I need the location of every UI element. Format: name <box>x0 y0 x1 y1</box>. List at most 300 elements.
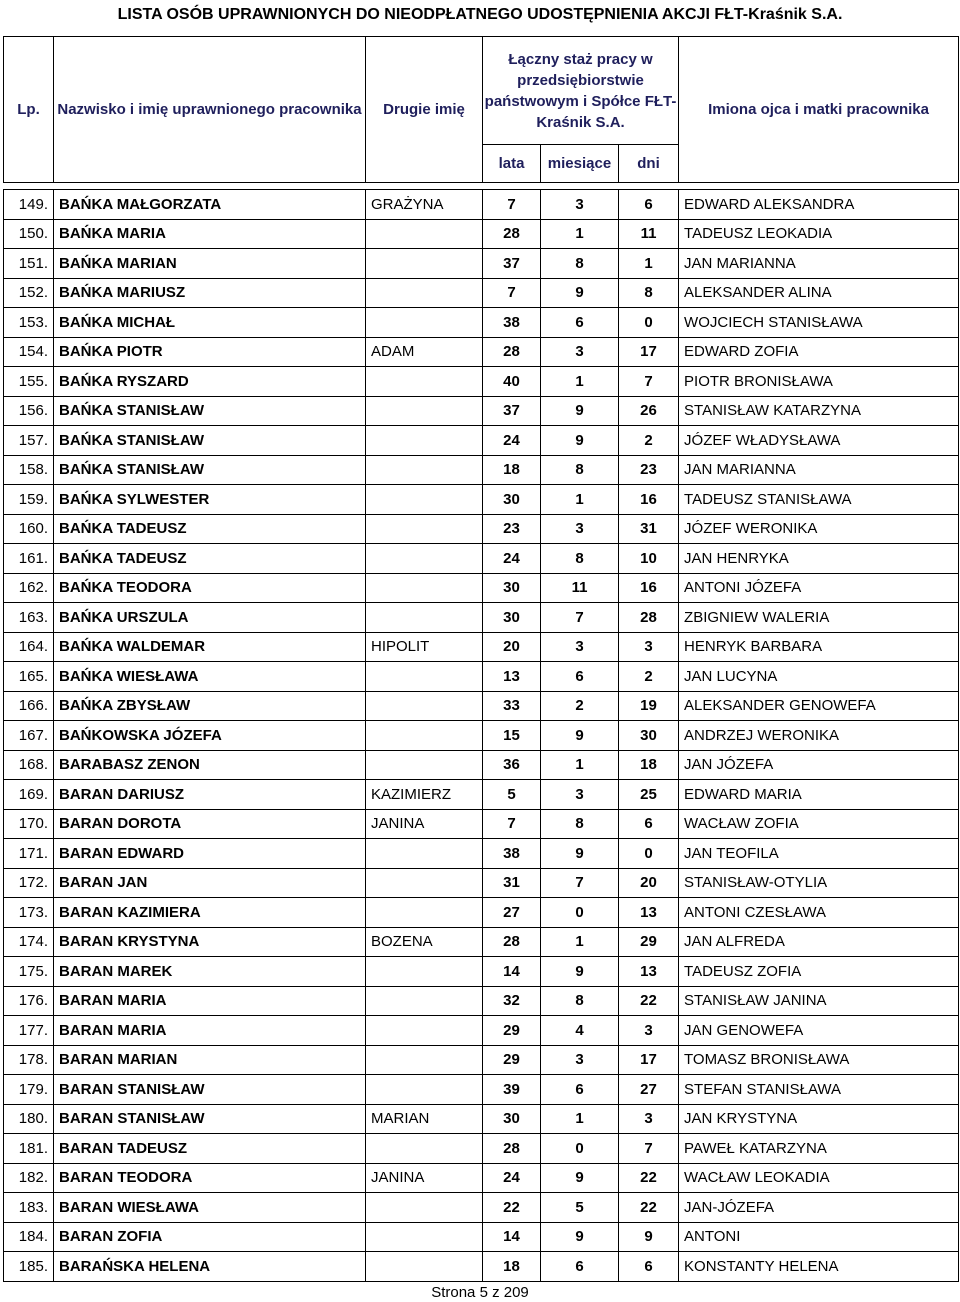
cell-months: 9 <box>541 1222 619 1252</box>
cell-months: 1 <box>541 1104 619 1134</box>
cell-name: BARAN EDWARD <box>54 839 366 869</box>
table-row <box>4 455 959 485</box>
cell-middle-name: GRAŻYNA <box>366 190 483 220</box>
cell-years: 14 <box>483 957 541 987</box>
table-row <box>4 898 959 928</box>
cell-years: 24 <box>483 1163 541 1193</box>
cell-parents: WACŁAW ZOFIA <box>679 809 959 839</box>
cell-lp: 151. <box>4 249 54 279</box>
cell-lp: 179. <box>4 1075 54 1105</box>
cell-years: 28 <box>483 337 541 367</box>
header-days: dni <box>619 145 679 183</box>
cell-lp: 170. <box>4 809 54 839</box>
cell-parents: PIOTR BRONISŁAWA <box>679 367 959 397</box>
cell-days: 6 <box>619 190 679 220</box>
cell-months: 3 <box>541 632 619 662</box>
cell-middle-name <box>366 868 483 898</box>
cell-years: 15 <box>483 721 541 751</box>
header-name: Nazwisko i imię uprawnionego pracownika <box>54 37 366 183</box>
cell-years: 20 <box>483 632 541 662</box>
table-row <box>4 426 959 456</box>
cell-parents: STANISŁAW KATARZYNA <box>679 396 959 426</box>
cell-middle-name <box>366 485 483 515</box>
cell-name: BARAN JAN <box>54 868 366 898</box>
cell-lp: 152. <box>4 278 54 308</box>
cell-name: BAŃKA MAŁGORZATA <box>54 190 366 220</box>
table-row <box>4 986 959 1016</box>
cell-middle-name <box>366 573 483 603</box>
cell-middle-name: JANINA <box>366 809 483 839</box>
cell-parents: STANISŁAW-OTYLIA <box>679 868 959 898</box>
cell-middle-name <box>366 1134 483 1164</box>
cell-name: BAŃKA PIOTR <box>54 337 366 367</box>
cell-lp: 149. <box>4 190 54 220</box>
cell-years: 29 <box>483 1016 541 1046</box>
header-lp: Lp. <box>4 37 54 183</box>
cell-lp: 162. <box>4 573 54 603</box>
cell-name: BARABASZ ZENON <box>54 750 366 780</box>
cell-lp: 173. <box>4 898 54 928</box>
table-row <box>4 927 959 957</box>
cell-parents: JAN KRYSTYNA <box>679 1104 959 1134</box>
table-row <box>4 190 959 220</box>
cell-middle-name <box>366 1193 483 1223</box>
cell-days: 22 <box>619 1193 679 1223</box>
cell-name: BAŃKA WALDEMAR <box>54 632 366 662</box>
cell-days: 27 <box>619 1075 679 1105</box>
cell-middle-name <box>366 1045 483 1075</box>
cell-middle-name: BOZENA <box>366 927 483 957</box>
table-row <box>4 1075 959 1105</box>
table-row <box>4 278 959 308</box>
cell-years: 24 <box>483 544 541 574</box>
cell-days: 28 <box>619 603 679 633</box>
cell-name: BAŃKA MICHAŁ <box>54 308 366 338</box>
cell-parents: ZBIGNIEW WALERIA <box>679 603 959 633</box>
page-number: Strona 5 z 209 <box>431 1284 529 1301</box>
cell-years: 37 <box>483 396 541 426</box>
cell-name: BARAŃSKA HELENA <box>54 1252 366 1282</box>
cell-years: 40 <box>483 367 541 397</box>
table-row <box>4 1134 959 1164</box>
cell-lp: 156. <box>4 396 54 426</box>
cell-name: BARAN KRYSTYNA <box>54 927 366 957</box>
cell-lp: 160. <box>4 514 54 544</box>
cell-parents: ALEKSANDER ALINA <box>679 278 959 308</box>
eligible-persons-table <box>3 36 959 1282</box>
cell-days: 1 <box>619 249 679 279</box>
cell-months: 9 <box>541 957 619 987</box>
cell-years: 38 <box>483 839 541 869</box>
cell-lp: 161. <box>4 544 54 574</box>
cell-years: 27 <box>483 898 541 928</box>
cell-days: 31 <box>619 514 679 544</box>
table-row <box>4 396 959 426</box>
table-row <box>4 308 959 338</box>
header-spacer <box>4 183 959 190</box>
cell-middle-name <box>366 308 483 338</box>
cell-middle-name <box>366 1252 483 1282</box>
table-row <box>4 249 959 279</box>
table-body <box>4 190 959 1282</box>
cell-lp: 183. <box>4 1193 54 1223</box>
table-header <box>4 37 959 190</box>
cell-days: 22 <box>619 1163 679 1193</box>
cell-months: 3 <box>541 514 619 544</box>
cell-years: 22 <box>483 1193 541 1223</box>
cell-lp: 166. <box>4 691 54 721</box>
cell-months: 3 <box>541 190 619 220</box>
cell-name: BAŃKA MARIUSZ <box>54 278 366 308</box>
cell-lp: 181. <box>4 1134 54 1164</box>
cell-lp: 150. <box>4 219 54 249</box>
table-row <box>4 1163 959 1193</box>
cell-months: 7 <box>541 868 619 898</box>
header-years: lata <box>483 145 541 183</box>
cell-middle-name <box>366 514 483 544</box>
cell-months: 8 <box>541 544 619 574</box>
cell-name: BARAN MARIA <box>54 1016 366 1046</box>
cell-name: BARAN STANISŁAW <box>54 1075 366 1105</box>
cell-years: 38 <box>483 308 541 338</box>
cell-years: 13 <box>483 662 541 692</box>
cell-lp: 182. <box>4 1163 54 1193</box>
cell-months: 6 <box>541 308 619 338</box>
table-row <box>4 691 959 721</box>
cell-months: 9 <box>541 396 619 426</box>
cell-parents: KONSTANTY HELENA <box>679 1252 959 1282</box>
cell-parents: JÓZEF WERONIKA <box>679 514 959 544</box>
cell-name: BARAN MARIA <box>54 986 366 1016</box>
cell-middle-name: JANINA <box>366 1163 483 1193</box>
cell-months: 1 <box>541 927 619 957</box>
cell-days: 2 <box>619 662 679 692</box>
header-middle-name: Drugie imię <box>366 37 483 183</box>
cell-middle-name <box>366 396 483 426</box>
header-months: miesiące <box>541 145 619 183</box>
cell-parents: EDWARD ALEKSANDRA <box>679 190 959 220</box>
cell-lp: 155. <box>4 367 54 397</box>
cell-name: BARAN ZOFIA <box>54 1222 366 1252</box>
cell-name: BAŃKA MARIA <box>54 219 366 249</box>
cell-days: 0 <box>619 839 679 869</box>
cell-name: BARAN MARIAN <box>54 1045 366 1075</box>
cell-years: 33 <box>483 691 541 721</box>
cell-middle-name <box>366 957 483 987</box>
cell-months: 3 <box>541 780 619 810</box>
cell-lp: 185. <box>4 1252 54 1282</box>
page-title: LISTA OSÓB UPRAWNIONYCH DO NIEODPŁATNEGO UDOSTĘPNIENIA AKCJI FŁT-Kraśnik S.A. <box>117 6 843 23</box>
cell-lp: 172. <box>4 868 54 898</box>
cell-years: 18 <box>483 455 541 485</box>
cell-name: BARAN MAREK <box>54 957 366 987</box>
cell-middle-name <box>366 367 483 397</box>
cell-lp: 180. <box>4 1104 54 1134</box>
cell-years: 32 <box>483 986 541 1016</box>
table-row <box>4 1222 959 1252</box>
cell-lp: 178. <box>4 1045 54 1075</box>
cell-lp: 176. <box>4 986 54 1016</box>
cell-middle-name <box>366 249 483 279</box>
cell-parents: JAN LUCYNA <box>679 662 959 692</box>
cell-parents: JAN TEOFILA <box>679 839 959 869</box>
cell-days: 10 <box>619 544 679 574</box>
table-row <box>4 1016 959 1046</box>
cell-years: 30 <box>483 485 541 515</box>
cell-days: 17 <box>619 1045 679 1075</box>
cell-parents: JAN JÓZEFA <box>679 750 959 780</box>
cell-years: 36 <box>483 750 541 780</box>
cell-parents: STEFAN STANISŁAWA <box>679 1075 959 1105</box>
cell-years: 30 <box>483 1104 541 1134</box>
cell-middle-name <box>366 662 483 692</box>
table-row <box>4 1104 959 1134</box>
cell-months: 9 <box>541 839 619 869</box>
table-row <box>4 780 959 810</box>
cell-parents: EDWARD ZOFIA <box>679 337 959 367</box>
cell-months: 6 <box>541 1075 619 1105</box>
cell-years: 24 <box>483 426 541 456</box>
cell-name: BAŃKA STANISŁAW <box>54 426 366 456</box>
cell-months: 9 <box>541 426 619 456</box>
cell-lp: 175. <box>4 957 54 987</box>
cell-months: 8 <box>541 809 619 839</box>
cell-parents: TADEUSZ LEOKADIA <box>679 219 959 249</box>
cell-middle-name <box>366 691 483 721</box>
cell-parents: TADEUSZ STANISŁAWA <box>679 485 959 515</box>
cell-name: BARAN DARIUSZ <box>54 780 366 810</box>
table-row <box>4 839 959 869</box>
cell-months: 6 <box>541 662 619 692</box>
cell-lp: 153. <box>4 308 54 338</box>
table-row <box>4 957 959 987</box>
cell-lp: 163. <box>4 603 54 633</box>
header-parents: Imiona ojca i matki pracownika <box>679 37 959 183</box>
cell-parents: JAN HENRYKA <box>679 544 959 574</box>
cell-days: 23 <box>619 455 679 485</box>
cell-parents: PAWEŁ KATARZYNA <box>679 1134 959 1164</box>
cell-days: 22 <box>619 986 679 1016</box>
cell-years: 28 <box>483 219 541 249</box>
table-row <box>4 1252 959 1282</box>
cell-name: BARAN DOROTA <box>54 809 366 839</box>
cell-months: 11 <box>541 573 619 603</box>
cell-lp: 165. <box>4 662 54 692</box>
cell-days: 7 <box>619 1134 679 1164</box>
cell-months: 1 <box>541 219 619 249</box>
cell-months: 2 <box>541 691 619 721</box>
cell-days: 19 <box>619 691 679 721</box>
cell-name: BARAN WIESŁAWA <box>54 1193 366 1223</box>
cell-months: 5 <box>541 1193 619 1223</box>
cell-days: 30 <box>619 721 679 751</box>
cell-days: 9 <box>619 1222 679 1252</box>
cell-parents: ALEKSANDER GENOWEFA <box>679 691 959 721</box>
cell-name: BAŃKA RYSZARD <box>54 367 366 397</box>
cell-lp: 154. <box>4 337 54 367</box>
cell-middle-name <box>366 603 483 633</box>
cell-months: 7 <box>541 603 619 633</box>
cell-years: 14 <box>483 1222 541 1252</box>
table-row <box>4 485 959 515</box>
table-row <box>4 750 959 780</box>
cell-months: 3 <box>541 1045 619 1075</box>
table-row <box>4 219 959 249</box>
cell-months: 9 <box>541 1163 619 1193</box>
cell-parents: JAN ALFREDA <box>679 927 959 957</box>
cell-middle-name <box>366 1016 483 1046</box>
cell-months: 8 <box>541 455 619 485</box>
cell-lp: 159. <box>4 485 54 515</box>
cell-days: 2 <box>619 426 679 456</box>
cell-lp: 167. <box>4 721 54 751</box>
cell-months: 6 <box>541 1252 619 1282</box>
cell-name: BAŃKA ZBYSŁAW <box>54 691 366 721</box>
cell-middle-name <box>366 721 483 751</box>
cell-lp: 164. <box>4 632 54 662</box>
cell-parents: WACŁAW LEOKADIA <box>679 1163 959 1193</box>
cell-lp: 158. <box>4 455 54 485</box>
cell-parents: ANTONI CZESŁAWA <box>679 898 959 928</box>
cell-years: 31 <box>483 868 541 898</box>
table-row <box>4 573 959 603</box>
cell-years: 5 <box>483 780 541 810</box>
cell-years: 37 <box>483 249 541 279</box>
cell-middle-name <box>366 426 483 456</box>
cell-lp: 184. <box>4 1222 54 1252</box>
table-row <box>4 1193 959 1223</box>
cell-parents: TOMASZ BRONISŁAWA <box>679 1045 959 1075</box>
cell-months: 1 <box>541 750 619 780</box>
cell-lp: 157. <box>4 426 54 456</box>
cell-name: BARAN TADEUSZ <box>54 1134 366 1164</box>
cell-parents: JAN GENOWEFA <box>679 1016 959 1046</box>
cell-middle-name <box>366 898 483 928</box>
cell-lp: 177. <box>4 1016 54 1046</box>
cell-middle-name: HIPOLIT <box>366 632 483 662</box>
cell-days: 6 <box>619 809 679 839</box>
cell-days: 0 <box>619 308 679 338</box>
cell-days: 13 <box>619 957 679 987</box>
cell-years: 7 <box>483 809 541 839</box>
cell-days: 26 <box>619 396 679 426</box>
cell-days: 7 <box>619 367 679 397</box>
cell-name: BAŃKA MARIAN <box>54 249 366 279</box>
cell-parents: WOJCIECH STANISŁAWA <box>679 308 959 338</box>
table-row <box>4 632 959 662</box>
cell-days: 29 <box>619 927 679 957</box>
cell-days: 17 <box>619 337 679 367</box>
cell-middle-name: MARIAN <box>366 1104 483 1134</box>
cell-days: 18 <box>619 750 679 780</box>
cell-years: 18 <box>483 1252 541 1282</box>
cell-parents: ANTONI JÓZEFA <box>679 573 959 603</box>
cell-middle-name <box>366 219 483 249</box>
cell-middle-name <box>366 455 483 485</box>
cell-middle-name <box>366 986 483 1016</box>
cell-name: BAŃKOWSKA JÓZEFA <box>54 721 366 751</box>
cell-parents: TADEUSZ ZOFIA <box>679 957 959 987</box>
cell-name: BAŃKA URSZULA <box>54 603 366 633</box>
table-row <box>4 367 959 397</box>
cell-days: 3 <box>619 1104 679 1134</box>
cell-years: 7 <box>483 278 541 308</box>
cell-lp: 169. <box>4 780 54 810</box>
cell-name: BAŃKA STANISŁAW <box>54 396 366 426</box>
table-row <box>4 514 959 544</box>
cell-years: 28 <box>483 927 541 957</box>
cell-parents: JAN MARIANNA <box>679 455 959 485</box>
cell-years: 29 <box>483 1045 541 1075</box>
cell-days: 16 <box>619 485 679 515</box>
cell-middle-name <box>366 278 483 308</box>
cell-days: 3 <box>619 632 679 662</box>
cell-lp: 168. <box>4 750 54 780</box>
cell-months: 9 <box>541 721 619 751</box>
cell-parents: JAN MARIANNA <box>679 249 959 279</box>
cell-years: 23 <box>483 514 541 544</box>
cell-days: 25 <box>619 780 679 810</box>
cell-days: 13 <box>619 898 679 928</box>
cell-days: 8 <box>619 278 679 308</box>
cell-days: 3 <box>619 1016 679 1046</box>
cell-days: 20 <box>619 868 679 898</box>
cell-years: 30 <box>483 603 541 633</box>
cell-parents: HENRYK BARBARA <box>679 632 959 662</box>
cell-months: 9 <box>541 278 619 308</box>
cell-months: 8 <box>541 986 619 1016</box>
cell-parents: EDWARD MARIA <box>679 780 959 810</box>
cell-months: 1 <box>541 367 619 397</box>
cell-name: BARAN KAZIMIERA <box>54 898 366 928</box>
cell-parents: ANDRZEJ WERONIKA <box>679 721 959 751</box>
cell-parents: JAN-JÓZEFA <box>679 1193 959 1223</box>
header-tenure: Łączny staż pracy w przedsiębiorstwie państwowym i Spółce FŁT-Kraśnik S.A. <box>483 37 679 145</box>
cell-middle-name <box>366 1075 483 1105</box>
cell-name: BAŃKA SYLWESTER <box>54 485 366 515</box>
table-row <box>4 337 959 367</box>
cell-years: 39 <box>483 1075 541 1105</box>
cell-months: 3 <box>541 337 619 367</box>
cell-parents: JÓZEF WŁADYSŁAWA <box>679 426 959 456</box>
cell-name: BAŃKA WIESŁAWA <box>54 662 366 692</box>
table-row <box>4 1045 959 1075</box>
cell-middle-name: ADAM <box>366 337 483 367</box>
table-row <box>4 603 959 633</box>
cell-parents: ANTONI <box>679 1222 959 1252</box>
cell-middle-name <box>366 750 483 780</box>
cell-lp: 174. <box>4 927 54 957</box>
cell-months: 0 <box>541 1134 619 1164</box>
cell-years: 7 <box>483 190 541 220</box>
cell-middle-name <box>366 544 483 574</box>
cell-years: 28 <box>483 1134 541 1164</box>
cell-middle-name <box>366 839 483 869</box>
cell-name: BAŃKA TADEUSZ <box>54 544 366 574</box>
cell-days: 6 <box>619 1252 679 1282</box>
cell-months: 8 <box>541 249 619 279</box>
cell-name: BAŃKA TADEUSZ <box>54 514 366 544</box>
cell-middle-name: KAZIMIERZ <box>366 780 483 810</box>
cell-months: 1 <box>541 485 619 515</box>
cell-days: 11 <box>619 219 679 249</box>
cell-parents: STANISŁAW JANINA <box>679 986 959 1016</box>
table-row <box>4 721 959 751</box>
cell-name: BAŃKA STANISŁAW <box>54 455 366 485</box>
cell-months: 0 <box>541 898 619 928</box>
cell-months: 4 <box>541 1016 619 1046</box>
table-row <box>4 544 959 574</box>
